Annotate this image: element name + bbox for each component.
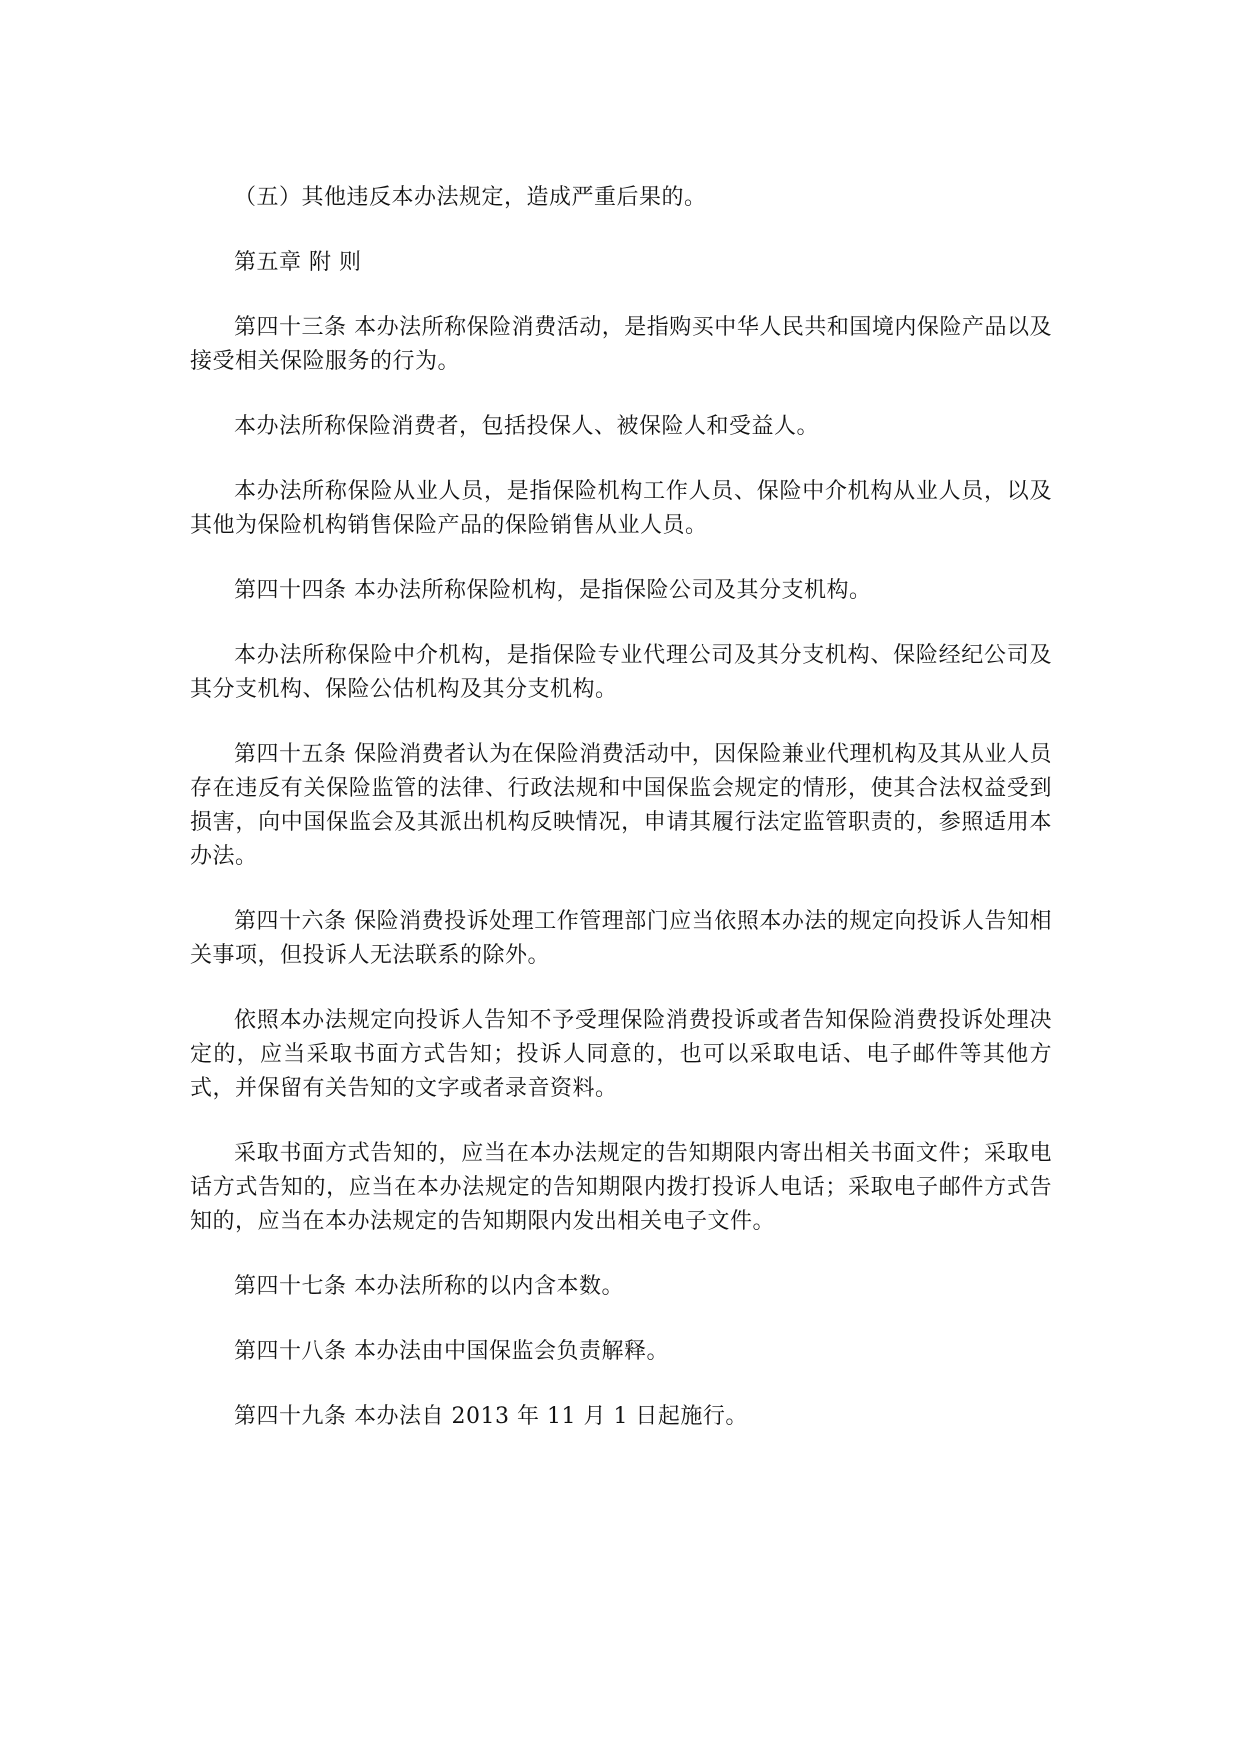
article-46-notification-deadlines: 采取书面方式告知的，应当在本办法规定的告知期限内寄出相关书面文件；采取电话方式告知的，应当在本办法规定的告知期限内拨打投诉人电话；采取电子邮件方式告知的，应当在本办法规定的告知期限内发出相关电子文件。 (190, 1141, 1052, 1234)
article-49: 第四十九条 本办法自 2013 年 11 月 1 日起施行。 (234, 1404, 748, 1429)
article-47: 第四十七条 本办法所称的以内含本数。 (234, 1274, 624, 1299)
article-43-practitioner-definition: 本办法所称保险从业人员，是指保险机构工作人员、保险中介机构从业人员，以及其他为保险机构销售保险产品的保险销售从业人员。 (190, 479, 1052, 538)
paragraph-item-5-clause: （五）其他违反本办法规定，造成严重后果的。 (234, 185, 707, 210)
article-44-intermediary-definition: 本办法所称保险中介机构，是指保险专业代理公司及其分支机构、保险经纪公司及其分支机构、保险公估机构及其分支机构。 (190, 643, 1052, 702)
article-44: 第四十四条 本办法所称保险机构，是指保险公司及其分支机构。 (234, 578, 872, 603)
article-43: 第四十三条 本办法所称保险消费活动，是指购买中华人民共和国境内保险产品以及接受相关保险服务的行为。 (190, 315, 1052, 374)
article-43-consumer-definition: 本办法所称保险消费者，包括投保人、被保险人和受益人。 (234, 414, 820, 439)
article-46: 第四十六条 保险消费投诉处理工作管理部门应当依照本办法的规定向投诉人告知相关事项，但投诉人无法联系的除外。 (190, 909, 1052, 968)
article-45: 第四十五条 保险消费者认为在保险消费活动中，因保险兼业代理机构及其从业人员存在违反有关保险监管的法律、行政法规和中国保监会规定的情形，使其合法权益受到损害，向中国保监会及其派出机构反映情况，申请其履行法定监管职责的，参照适用本办法。 (190, 742, 1052, 869)
document-body (190, 181, 1052, 1465)
chapter-heading: 第五章 附 则 (234, 250, 362, 275)
article-46-notification-methods: 依照本办法规定向投诉人告知不予受理保险消费投诉或者告知保险消费投诉处理决定的，应当采取书面方式告知；投诉人同意的，也可以采取电话、电子邮件等其他方式，并保留有关告知的文字或者录音资料。 (190, 1008, 1052, 1101)
article-48: 第四十八条 本办法由中国保监会负责解释。 (234, 1339, 669, 1364)
